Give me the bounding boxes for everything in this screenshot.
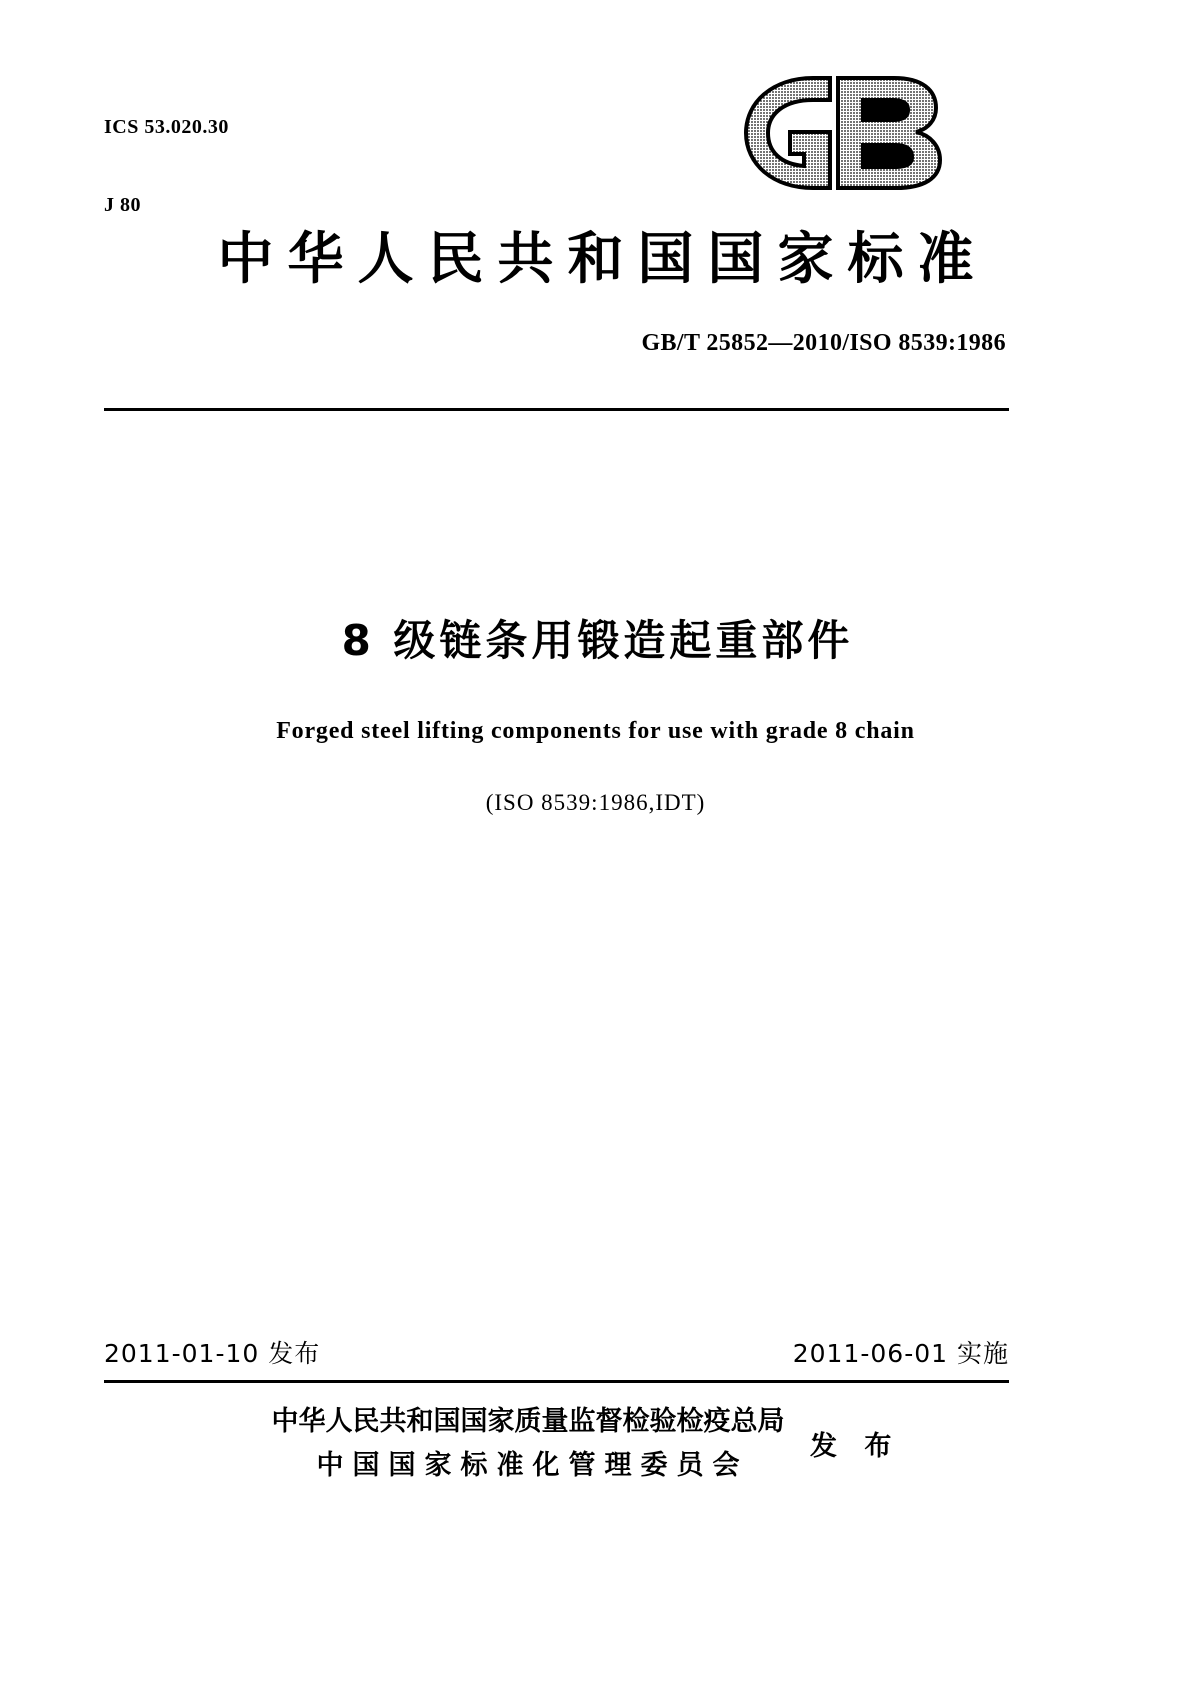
document-title-english: Forged steel lifting components for use with grade 8 chain	[276, 718, 915, 744]
chinese-classification-code: J 80	[104, 194, 141, 216]
publisher-line-1: 中华人民共和国国家质量监督检验检疫总局	[271, 1406, 785, 1437]
document-title-chinese: 8 级链条用锻造起重部件	[341, 616, 854, 665]
standard-number: GB/T 25852—2010/ISO 8539:1986	[641, 330, 1006, 356]
national-standard-heading: 中华人民共和国国家标准	[217, 227, 988, 292]
effective-date: 2011-06-01 实施	[792, 1339, 1009, 1368]
publish-verb: 发 布	[810, 1431, 901, 1462]
footer-divider	[104, 1380, 1009, 1383]
iso-equivalence-note: (ISO 8539:1986,IDT)	[485, 790, 706, 815]
gb-national-standard-emblem-icon	[718, 70, 958, 195]
header-divider	[104, 408, 1009, 411]
issue-date: 2011-01-10 发布	[104, 1339, 321, 1368]
publisher-line-2: 中国国家标准化管理委员会	[316, 1450, 749, 1481]
publisher-block	[228, 1400, 828, 1488]
ics-code: ICS 53.020.30	[104, 116, 229, 138]
